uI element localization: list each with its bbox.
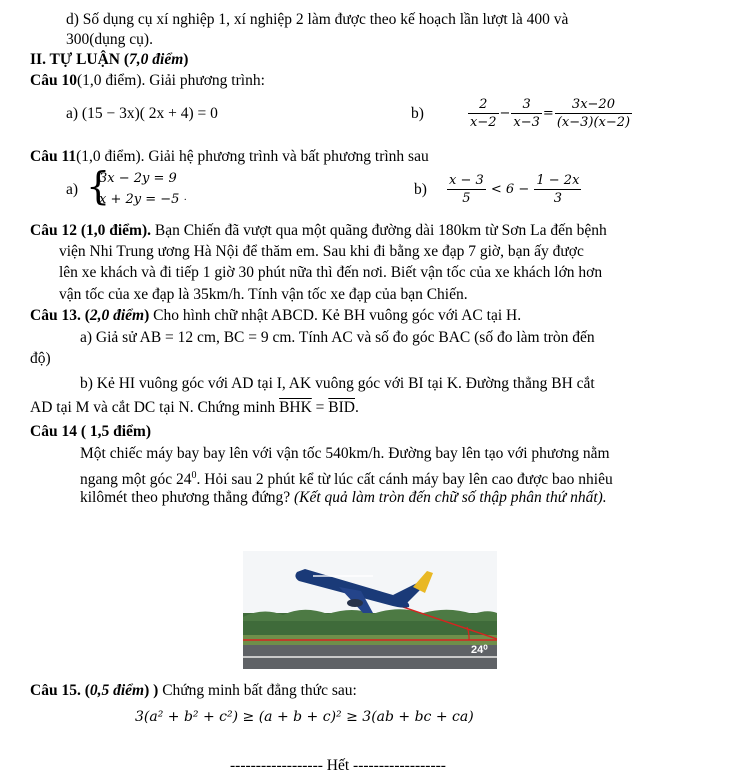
q10a-label: a) xyxy=(66,105,79,122)
q11a-system: { 3x − 2y = 9 x + 2y = −5 . xyxy=(86,164,187,208)
section-prefix: II. TỰ LUẬN ( xyxy=(30,51,130,68)
q10b-label: b) xyxy=(411,105,424,122)
q12-line1: Câu 12 (1,0 điểm). Bạn Chiến đã vượt qua một quãng đường dài 180km từ Sơn La đến bệnh xyxy=(30,222,607,239)
q14-line2: ngang một góc $24^0$. Hỏi sau 2 phút kể từ lúc cất cánh máy bay lên cao được bao nhiêu xyxy=(80,470,613,489)
q10a xyxy=(66,105,218,123)
q10-label: Câu 10 xyxy=(30,72,77,89)
q11a-equation-2: x + 2y = −5 xyxy=(99,192,180,207)
option-d-line1: d) Số dụng cụ xí nghiệp 1, xí nghiệp 2 làm được theo kế hoạch lần lượt là 400 và xyxy=(66,11,569,28)
q11b-fraction-1: $\frac{x - 3}{5}$ xyxy=(449,173,484,206)
q13a-line2: độ) xyxy=(30,350,51,367)
option-d-line2: 300(dụng cụ). xyxy=(66,31,153,48)
q10-text: (1,0 điểm). Giải phương trình: xyxy=(76,72,265,89)
q11a-label: a) xyxy=(66,181,79,198)
q11b-inequality: $\frac{x - 3}{5}$ < 6 − $\frac{1 - 2x}{3}$ xyxy=(449,173,580,206)
q11b-fraction-2: $\frac{1 - 2x}{3}$ xyxy=(536,173,580,206)
q11-text: (1,0 điểm). Giải hệ phương trình và bất phương trình sau xyxy=(76,148,429,165)
q12-line2: viện Nhi Trung ương Hà Nội để thăm em. Sau khi đi bằng xe đạp 7 giờ, bạn ấy được xyxy=(59,243,584,260)
q12-line4: vận tốc của xe đạp là 35km/h. Tính vận tốc xe đạp của bạn Chiến. xyxy=(59,286,468,303)
q10a-equation: (15 − 3x)( 2x + 4) = 0 xyxy=(81,105,218,122)
q15-label: Câu 15. ( xyxy=(30,682,90,699)
q14-line1: Một chiếc máy bay bay lên với vận tốc 540km/h. Đường bay lên tạo với phương nằm xyxy=(80,445,610,462)
section-suffix: ) xyxy=(183,51,189,68)
q12-line3: lên xe khách và đi tiếp 1 giờ 30 phút nữa thì đến nơi. Biết vận tốc của xe khách lớn hơn xyxy=(59,264,603,281)
airplane-illustration xyxy=(243,551,497,669)
q11a-equation-1: 3x − 2y = 9 xyxy=(99,171,177,186)
angle-bid: $\overline{BID}$ xyxy=(328,399,355,416)
airplane-takeoff-figure xyxy=(243,551,497,669)
q15-inequality: 3(a² + b² + c²) ≥ (a + b + c)² ≥ 3(ab + bc + ca) xyxy=(135,709,474,725)
q10b-fraction-2: $\frac{3}{x-3}$ xyxy=(513,97,540,130)
q13b-line2: AD tại M và cắt DC tại N. Chứng minh $\overline{BHK} = \overline{BID}$. xyxy=(30,399,359,416)
q13-heading: Câu 13. (2,0 điểm) Cho hình chữ nhật ABCD. Kẻ BH vuông góc với AC tại H. xyxy=(30,307,522,324)
q14-line3: kilômét theo phương thẳng đứng? (Kết quả làm tròn đến chữ số thập phân thứ nhất). xyxy=(80,489,607,506)
q13b-line1: b) Kẻ HI vuông góc với AD tại I, AK vuông góc với BI tại K. Đường thẳng BH cắt xyxy=(80,375,595,392)
angle-bhk: $\overline{BHK}$ xyxy=(279,399,312,416)
footer-end: ------------------ Hết ------------------ xyxy=(230,757,446,774)
section-title xyxy=(30,51,188,69)
q10b-fraction-1: $\frac{2}{x-2}$ xyxy=(470,97,497,130)
section-points: 7,0 điểm xyxy=(129,51,184,68)
q14-heading: Câu 14 ( 1,5 điểm) xyxy=(30,423,151,440)
q11b-label: b) xyxy=(414,181,427,198)
q10-heading xyxy=(30,72,265,90)
q10b-equation: $\frac{2}{x-2}$ − $\frac{3}{x-3}$ = $\frac{3x-20}{(x-3)(x-2)}$ xyxy=(470,97,631,130)
angle-label: 24⁰ xyxy=(471,644,488,656)
q10b-fraction-3: $\frac{3x-20}{(x-3)(x-2)}$ xyxy=(556,97,631,130)
q15-heading: Câu 15. (0,5 điểm) ) Chứng minh bất đẳng thức sau: xyxy=(30,682,357,699)
q13-label: Câu 13. ( xyxy=(30,307,90,324)
q11-label: Câu 11 xyxy=(30,148,77,165)
brace-icon: { xyxy=(86,164,111,208)
q13a-line1: a) Giả sử AB = 12 cm, BC = 9 cm. Tính AC và số đo góc BAC (số đo làm tròn đến xyxy=(80,329,595,346)
q12-label: Câu 12 (1,0 điểm). xyxy=(30,222,151,239)
